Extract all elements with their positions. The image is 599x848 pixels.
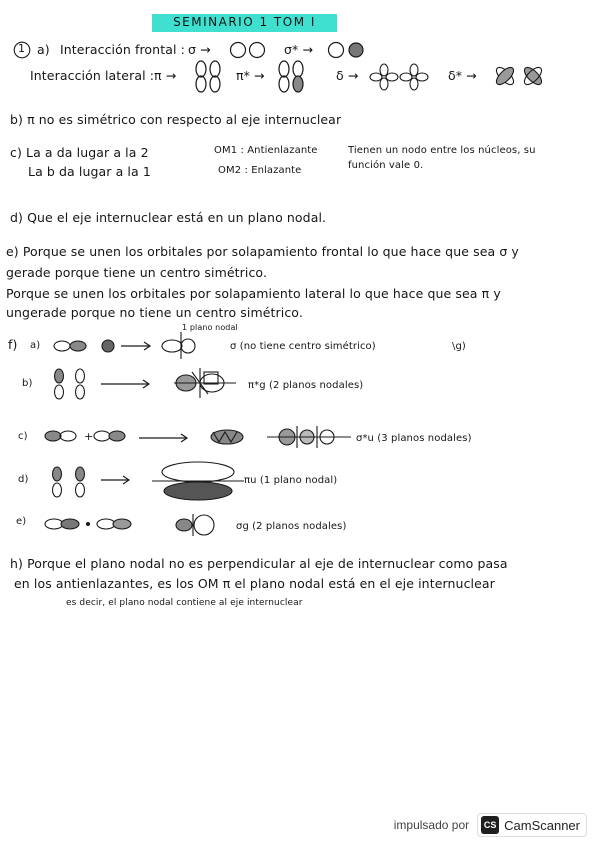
f-d-reactants-icon: [48, 466, 94, 498]
lateral-pi: π →: [154, 68, 177, 83]
lateral-pi-star: π* →: [236, 68, 265, 83]
f-a-result: σ (no tiene centro simétrico): [230, 341, 376, 352]
delta-antibonding-orbital-icon: [491, 60, 549, 92]
f-c-arrow-icon: [138, 432, 190, 444]
c-note-2: función vale 0.: [348, 160, 424, 171]
a-letter: a): [37, 42, 50, 57]
f-a-arrow-icon: [120, 340, 152, 352]
f-d-product-icon: [150, 460, 246, 502]
c-om2: OM2 : Enlazante: [218, 165, 302, 176]
f-d-letter: d): [18, 474, 29, 485]
lateral-label: Interacción lateral :: [30, 68, 155, 83]
f-label: f): [8, 337, 18, 352]
title-highlight: [152, 14, 337, 32]
watermark-text: impulsado por: [393, 818, 470, 832]
f-d-result: πu (1 plano nodal): [244, 475, 338, 486]
lateral-delta-star: δ* →: [448, 68, 477, 83]
f-a-product-icon: [160, 330, 204, 360]
f-a-letter: a): [30, 340, 41, 351]
sigma-antibonding-orbital-icon: [326, 40, 368, 60]
delta-bonding-orbital-icon: [368, 62, 432, 92]
sigma-bonding-orbital-icon: [228, 40, 270, 60]
f-a-nodal-note: 1 plano nodal: [182, 323, 238, 332]
pi-bonding-orbital-icon: [193, 60, 223, 92]
f-e-result: σg (2 planos nodales): [236, 521, 347, 532]
b-answer: b) π no es simétrico con respecto al eje internuclear: [10, 112, 342, 127]
h-line-3: es decir, el plano nodal contiene al eje internuclear: [66, 598, 303, 608]
f-d-arrow-icon: [100, 474, 132, 486]
svg-text:+: +: [84, 430, 94, 443]
f-e-product-icon: [174, 512, 222, 538]
frontal-label: Interacción frontal :: [60, 42, 185, 57]
c-line-1: c) La a da lugar a la 2: [10, 145, 149, 160]
page-title: SEMINARIO 1 TOM I: [173, 15, 316, 29]
c-line-2: La b da lugar a la 1: [28, 164, 151, 179]
circled-number-text: 1: [18, 42, 26, 55]
h-line-1: h) Porque el plano nodal no es perpendicular al eje de internuclear como pasa: [10, 556, 508, 571]
f-a-reactants-icon: [52, 338, 122, 354]
f-c-product-icon: [205, 424, 353, 450]
f-b-arrow-icon: [100, 378, 152, 390]
frontal-sigma: σ →: [188, 42, 211, 57]
camscanner-logo: [477, 813, 587, 837]
c-note-1: Tienen un nodo entre los núcleos, su: [348, 145, 536, 156]
f-c-result: σ*u (3 planos nodales): [356, 433, 472, 444]
d-answer: d) Que el eje internuclear está en un plano nodal.: [10, 210, 327, 225]
f-b-letter: b): [22, 378, 33, 389]
lateral-delta: δ →: [336, 68, 359, 83]
f-c-letter: c): [18, 431, 28, 442]
camscanner-icon: CS: [481, 816, 499, 834]
e-line-1: e) Porque se unen los orbitales por solapamiento frontal lo que hace que sea σ y: [6, 244, 519, 259]
pi-antibonding-orbital-icon: [276, 60, 306, 92]
e-line-2: gerade porque tiene un centro simétrico.: [6, 265, 268, 280]
f-b-reactants-icon: [50, 368, 94, 400]
h-line-2: en los antienlazantes, es los OM π el plano nodal está en el eje internuclear: [14, 576, 495, 591]
camscanner-brand: CamScanner: [504, 817, 580, 833]
f-b-product-icon: [172, 366, 238, 400]
e-line-3: Porque se unen los orbitales por solapamiento lateral lo que hace que sea π y: [6, 286, 501, 301]
e-line-4: ungerade porque no tiene un centro simétrico.: [6, 305, 303, 320]
camscanner-watermark: [394, 812, 587, 838]
frontal-sigma-star: σ* →: [284, 42, 314, 57]
f-e-letter: e): [16, 516, 27, 527]
f-e-reactants-icon: [44, 516, 140, 532]
f-a-extra: \g): [452, 341, 466, 352]
f-c-reactants-icon: [44, 428, 134, 444]
c-om1: OM1 : Antienlazante: [214, 145, 318, 156]
f-b-result: π*g (2 planos nodales): [248, 380, 364, 391]
